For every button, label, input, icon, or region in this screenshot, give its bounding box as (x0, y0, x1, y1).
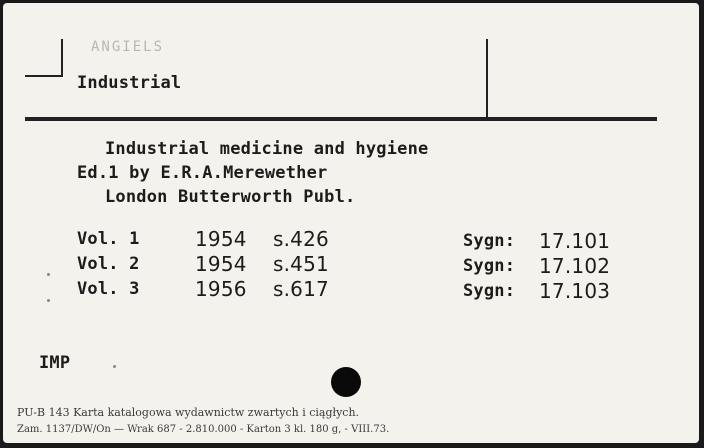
volume-label: Vol. 3 (77, 279, 140, 299)
entry-publisher: London Butterworth Publ. (105, 187, 356, 207)
stray-mark (47, 273, 50, 276)
signature-number: 17.101 (539, 229, 611, 253)
volume-label: Vol. 1 (77, 229, 140, 249)
volume-label: Vol. 2 (77, 254, 140, 274)
corner-bracket-horizontal (25, 75, 63, 77)
signature-number: 17.102 (539, 254, 611, 278)
signature-number: 17.103 (539, 279, 611, 303)
stray-mark (113, 365, 116, 368)
stray-mark (47, 299, 50, 302)
header-divider (486, 39, 488, 117)
footer-line-1: PU-B 143 Karta katalogowa wydawnictw zwartych i ciągłych. (17, 406, 360, 419)
catalog-card (3, 3, 699, 443)
faint-stamp-text: ANGIELS (91, 39, 165, 55)
volume-year: 1954 (195, 252, 247, 276)
entry-editor: Ed.1 by E.R.A.Merewether (77, 163, 328, 183)
punch-hole (331, 367, 361, 397)
volume-pages: s.617 (273, 277, 329, 301)
signature-label: Sygn: (463, 231, 516, 251)
signature-label: Sygn: (463, 256, 516, 276)
signature-label: Sygn: (463, 281, 516, 301)
header-rule (25, 117, 657, 121)
card-heading: Industrial (77, 73, 182, 93)
subject-code: IMP (39, 353, 71, 373)
footer-line-2: Zam. 1137/DW/On — Wrak 687 - 2.810.000 - Karton 3 kl. 180 g, - VIII.73. (17, 424, 390, 435)
corner-bracket-vertical (61, 39, 63, 77)
volume-pages: s.426 (273, 227, 329, 251)
volume-year: 1954 (195, 227, 247, 251)
entry-title: Industrial medicine and hygiene (105, 139, 429, 159)
volume-pages: s.451 (273, 252, 329, 276)
volume-year: 1956 (195, 277, 247, 301)
